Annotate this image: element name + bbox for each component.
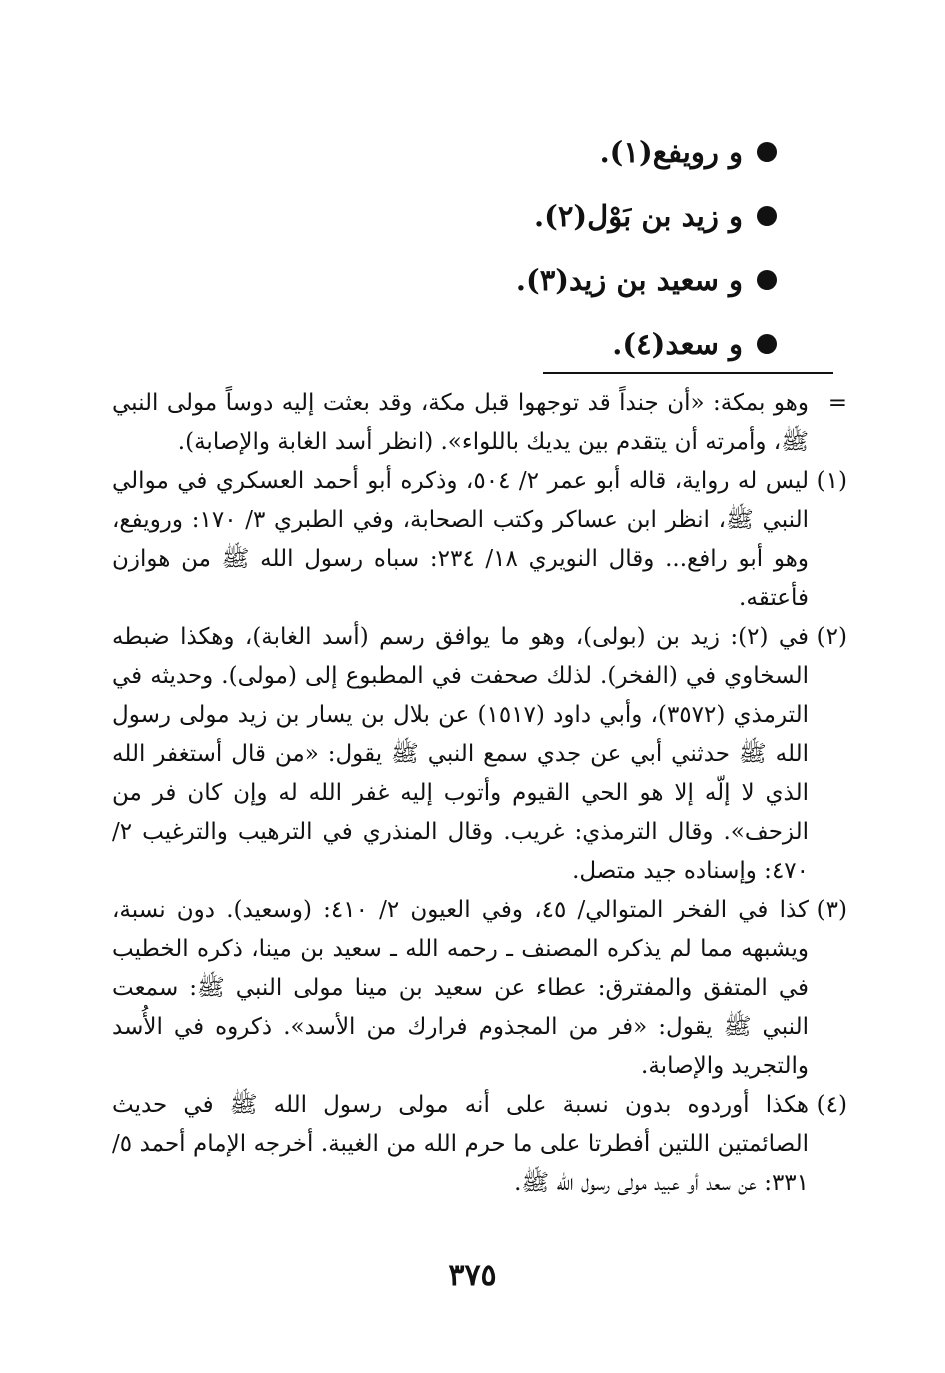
bullet-item [516, 120, 777, 184]
footnote-marker: (٤) [816, 1092, 847, 1118]
footnote-text: ليس له رواية، قاله أبو عمر ٢/ ٥٠٤، وذكره أبو أحمد العسكري في موالي النبي ﷺ، انظر ابن عساكر وكتب الصحابة، وفي الطبري ٣/ ١٧٠: ورويفع، وهو أبو رافع... وقال النويري ١٨/ ٢٣٤: سباه رسول الله ﷺ من هوازن فأعتقه. [112, 468, 810, 611]
footnote-marker: = [827, 390, 847, 416]
footnote-text: وهو بمكة: «أن جنداً قد توجهوا قبل مكة، وقد بعثت إليه دوساً مولى النبي ﷺ، وأمرته أن يتقدم بين يديك باللواء». (انظر أسد الغابة والإصابة). [112, 390, 809, 455]
footnote-1 [112, 462, 847, 618]
bullet-text: و سعد(٤). [612, 327, 743, 361]
bullet-item [516, 184, 777, 248]
bullet-text: و سعيد بن زيد(٣). [515, 263, 743, 297]
footnotes [112, 384, 847, 1203]
footnote-4 [112, 1086, 847, 1203]
bullet-item [516, 248, 777, 312]
bullet-item [516, 312, 777, 376]
footnote-divider [543, 372, 833, 374]
bullet-dot-icon [757, 270, 777, 290]
footnote-marker: (٢) [816, 624, 847, 650]
footnote-continuation [112, 384, 847, 462]
bullet-text: و رويفع(١). [599, 135, 743, 169]
bullet-dot-icon [757, 334, 777, 354]
footnote-marker: (٣) [816, 897, 847, 923]
bullet-text: و زيد بن بَوْل(٢). [534, 199, 743, 233]
footnote-text: كذا في الفخر المتوالي/ ٤٥، وفي العيون ٢/ ٤١٠: (وسعيد). دون نسبة، ويشبهه مما لم يذكره المصنف ـ رحمه الله ـ سعيد بن مينا، ذكره الخطيب في المتفق والمفترق: عطاء عن سعيد بن مينا مولى النبي ﷺ: سمعت النبي ﷺ يقول: «فر من المجذوم فرارك من الأسد». ذكروه في الأُسد والتجريد والإصابة. [112, 897, 810, 1079]
footnote-text: في (٢): زيد بن (بولى)، وهو ما يوافق رسم (أسد الغابة)، وهكذا ضبطه السخاوي في (الفخر). لذلك صحفت في المطبوع إلى (مولى). وحديثه في الترمذي (٣٥٧٢)، وأبي داود (١٥١٧) عن بلال بن يسار بن زيد مولى رسول الله ﷺ حدثني أبي عن جدي سمع النبي ﷺ يقول: «من قال أستغفر الله الذي لا إلّه إلا هو الحي القيوم وأتوب إليه غفر الله له وإن كان فر من الزحف». وقال الترمذي: غريب. وقال المنذري في الترهيب والترغيب ٢/ ٤٧٠: وإسناده جيد متصل. [112, 624, 809, 884]
page-number: ٣٧٥ [448, 1258, 497, 1293]
bullet-dot-icon [757, 206, 777, 226]
footnote-2 [112, 618, 847, 891]
footnote-3 [112, 891, 847, 1086]
bullet-list [516, 120, 777, 376]
footnote-marker: (١) [816, 468, 847, 494]
bullet-dot-icon [757, 142, 777, 162]
footnote-text: هكذا أوردوه بدون نسبة على أنه مولى رسول الله ﷺ في حديث الصائمتين اللتين أفطرتا على ما حرم الله من الغيبة. أخرجه الإمام أحمد ٥/ ٣٣١: عن سعد أو عبيد مولى رسول الله ﷺ. [112, 1092, 809, 1196]
